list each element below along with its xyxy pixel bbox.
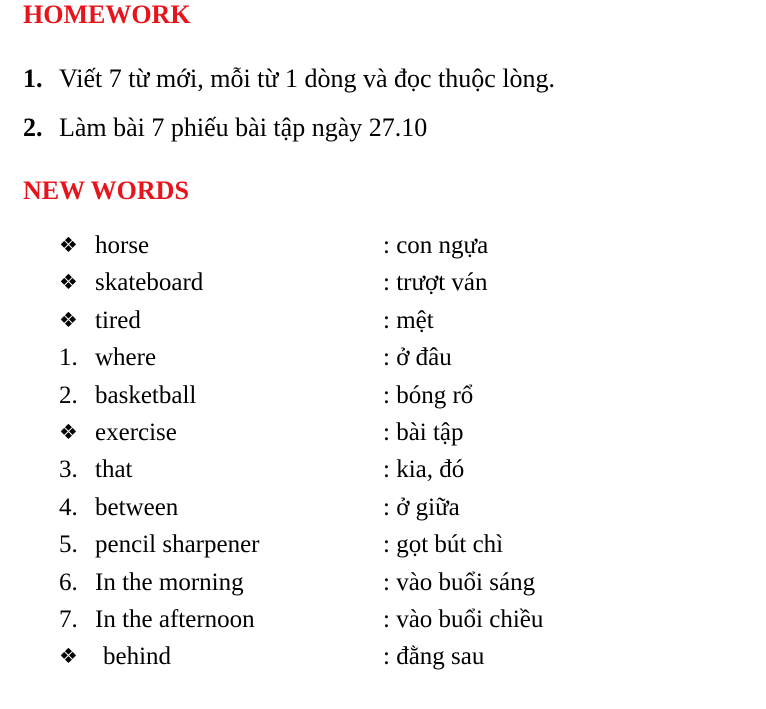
vocabulary-meaning: : gọt bút chì [383, 531, 504, 559]
vocabulary-word: tired [95, 306, 141, 334]
vocabulary-meaning: : bóng rổ [383, 381, 474, 409]
vocabulary-meaning: : kia, đó [383, 456, 465, 484]
vocabulary-list [0, 227, 766, 676]
vocabulary-word: skateboard [95, 269, 204, 297]
vocabulary-word: that [95, 456, 133, 484]
diamond-bullet-icon: ❖ [59, 270, 78, 295]
vocabulary-meaning: : con ngựa [383, 232, 489, 259]
list-number: 4. [59, 493, 78, 521]
vocabulary-meaning: : vào buổi sáng [383, 568, 536, 596]
vocabulary-row [0, 264, 766, 301]
vocabulary-word: In the morning [95, 568, 244, 596]
vocabulary-meaning: : trượt ván [383, 269, 488, 297]
vocabulary-meaning: : vào buổi chiều [383, 605, 544, 633]
vocabulary-word: where [95, 344, 157, 372]
homework-heading: HOMEWORK [23, 0, 191, 29]
vocabulary-row [0, 227, 766, 264]
vocabulary-row [0, 564, 766, 601]
vocabulary-row [0, 489, 766, 526]
new-words-heading: NEW WORDS [23, 176, 189, 205]
homework-item-number: 1. [23, 64, 43, 93]
vocabulary-word: In the afternoon [95, 605, 255, 633]
vocabulary-row [0, 377, 766, 414]
vocabulary-meaning: : bài tập [383, 418, 464, 446]
list-number: 1. [59, 344, 78, 372]
homework-item-text: Viết 7 từ mới, mỗi từ 1 dòng và đọc thuộc lòng. [59, 64, 556, 93]
list-number: 7. [59, 605, 78, 633]
list-number: 3. [59, 456, 78, 484]
vocabulary-row [0, 414, 766, 451]
vocabulary-word: basketball [95, 381, 197, 409]
vocabulary-row [0, 451, 766, 488]
vocabulary-meaning: : đằng sau [383, 643, 485, 671]
diamond-bullet-icon: ❖ [59, 419, 78, 444]
vocabulary-word: between [95, 493, 179, 521]
homework-item-number: 2. [23, 113, 43, 142]
vocabulary-word: pencil sharpener [95, 531, 260, 559]
diamond-bullet-icon: ❖ [59, 233, 78, 257]
vocabulary-word: exercise [95, 418, 177, 446]
vocabulary-row [0, 638, 766, 675]
diamond-bullet-icon: ❖ [59, 307, 78, 332]
list-number: 2. [59, 381, 78, 409]
vocabulary-word: behind [103, 643, 172, 671]
vocabulary-meaning: : mệt [383, 306, 434, 334]
list-number: 5. [59, 531, 78, 559]
vocabulary-row [0, 302, 766, 339]
vocabulary-row [0, 339, 766, 376]
vocabulary-row [0, 526, 766, 563]
vocabulary-row [0, 601, 766, 638]
vocabulary-word: horse [95, 232, 150, 259]
list-number: 6. [59, 568, 78, 596]
diamond-bullet-icon: ❖ [59, 644, 78, 669]
vocabulary-meaning: : ở giữa [383, 493, 460, 521]
homework-item-text: Làm bài 7 phiếu bài tập ngày 27.10 [59, 113, 428, 142]
vocabulary-meaning: : ở đâu [383, 344, 452, 372]
